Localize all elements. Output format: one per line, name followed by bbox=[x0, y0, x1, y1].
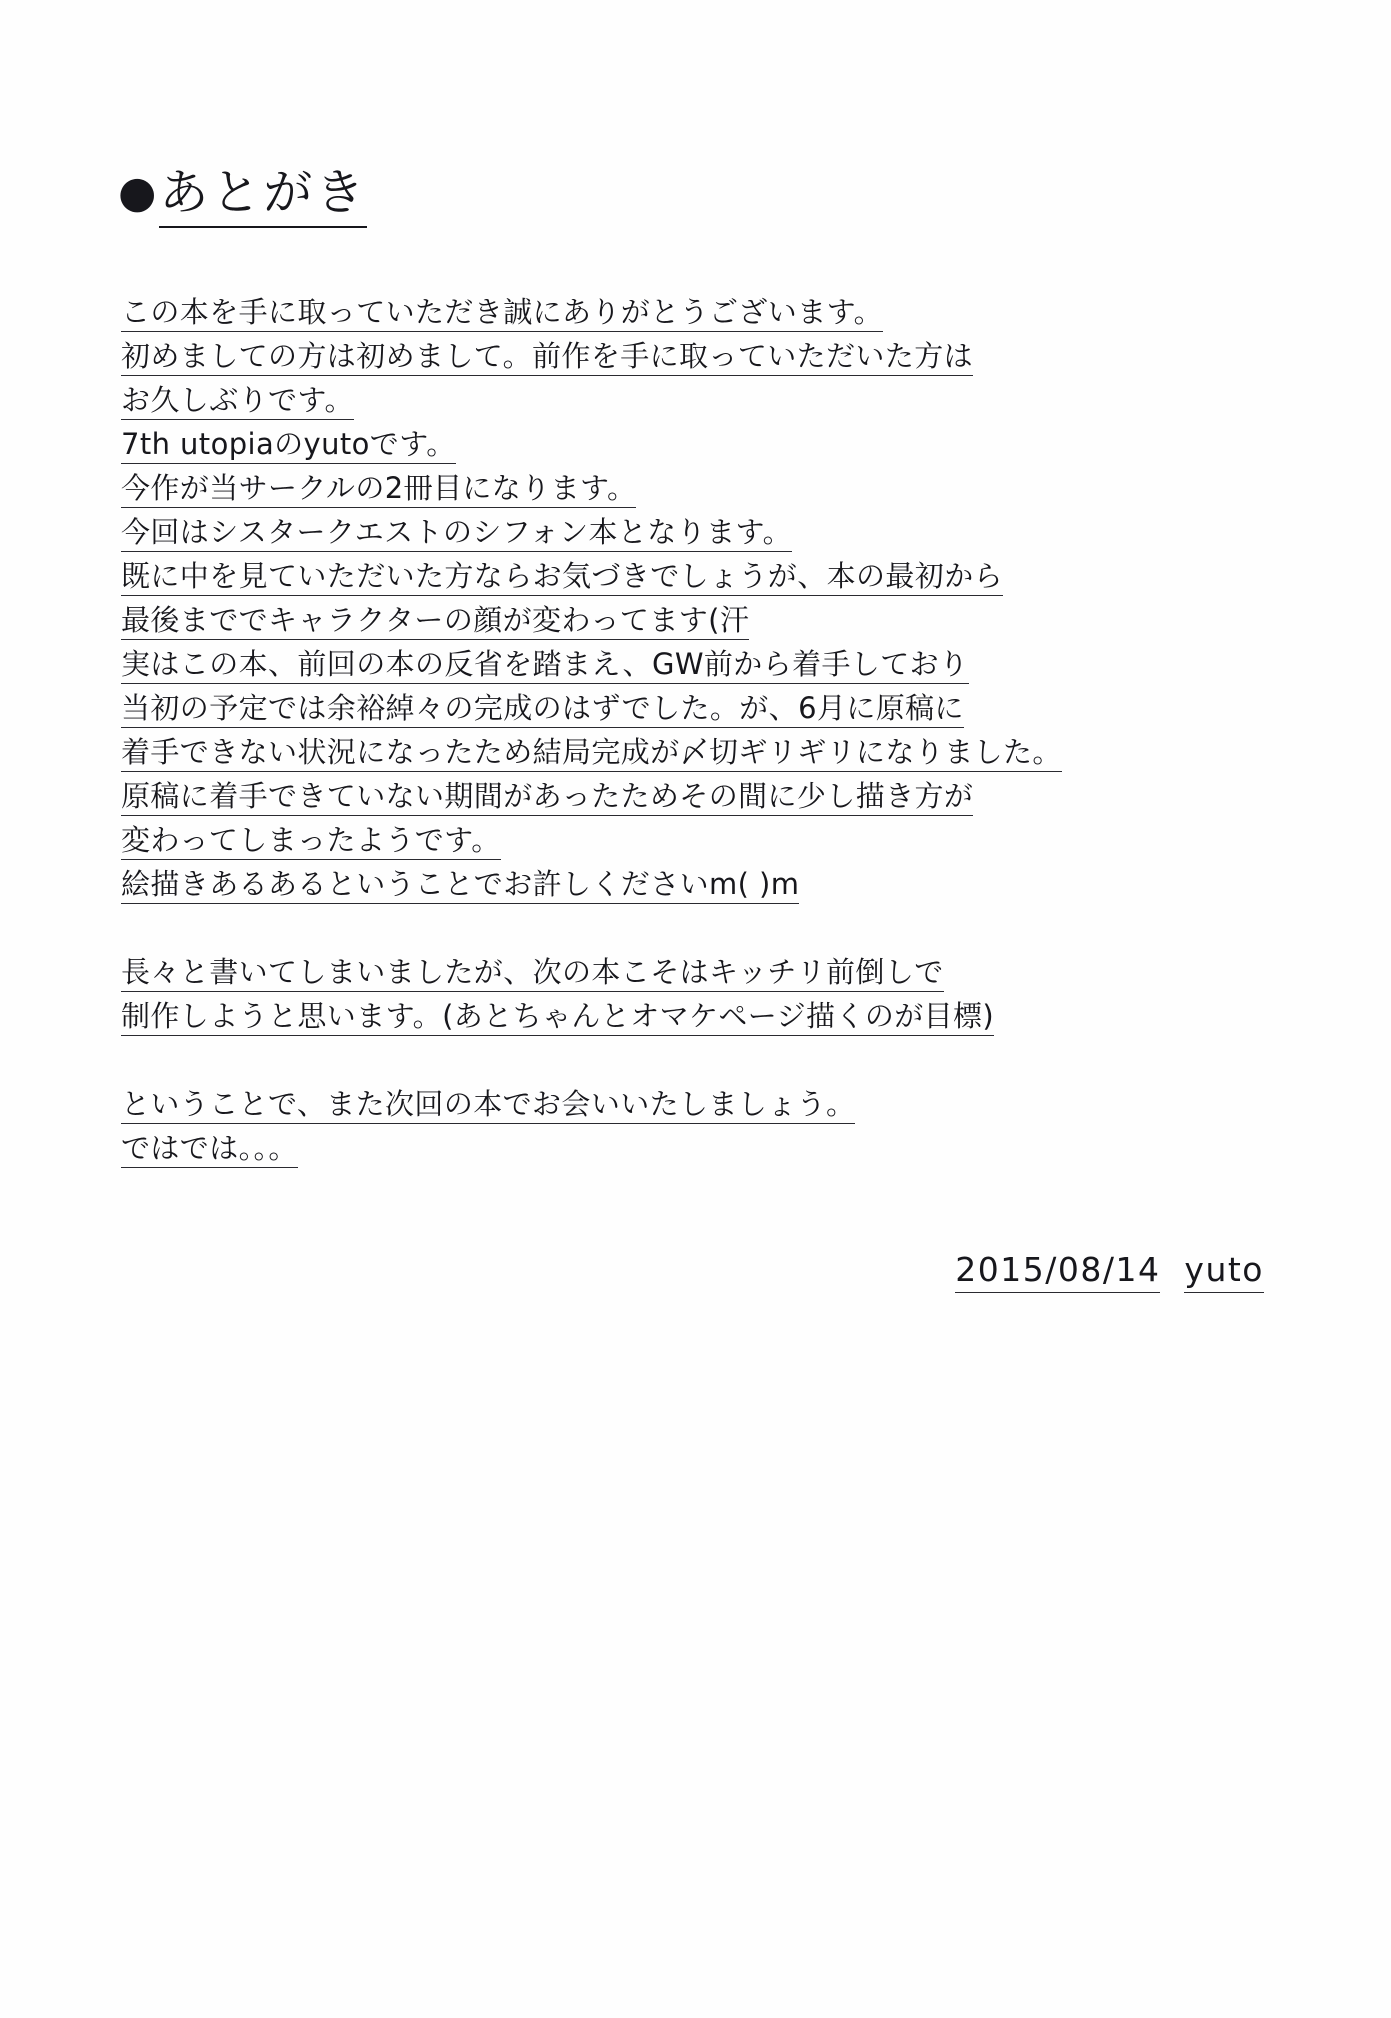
afterword-line bbox=[121, 994, 1261, 1038]
afterword-line-text: 当初の予定では余裕綽々の完成のはずでした。が、6月に原稿に bbox=[121, 691, 964, 728]
afterword-line-text: 最後まででキャラクターの顔が変わってます(汗 bbox=[121, 603, 749, 640]
afterword-line-text: ではでは。。。 bbox=[121, 1131, 298, 1168]
signature bbox=[955, 1250, 1264, 1289]
afterword-line bbox=[121, 642, 1261, 686]
afterword-line-text: 原稿に着手できていない期間があったためその間に少し描き方が bbox=[121, 779, 973, 816]
afterword-line bbox=[121, 510, 1261, 554]
afterword-line bbox=[121, 334, 1261, 378]
afterword-line-text: 既に中を見ていただいた方ならお気づきでしょうが、本の最初から bbox=[121, 559, 1003, 596]
afterword-line-text: 長々と書いてしまいましたが、次の本こそはキッチリ前倒しで bbox=[121, 955, 944, 992]
afterword-line bbox=[121, 686, 1261, 730]
afterword-line bbox=[121, 774, 1261, 818]
afterword-line bbox=[121, 1126, 1261, 1170]
afterword-line-text: 初めましての方は初めまして。前作を手に取っていただいた方は bbox=[121, 339, 973, 376]
afterword-line bbox=[121, 818, 1261, 862]
afterword-line bbox=[121, 378, 1261, 422]
afterword-line-text: 今作が当サークルの2冊目になります。 bbox=[121, 471, 636, 508]
afterword-line-text: 今回はシスタークエストのシフォン本となります。 bbox=[121, 515, 792, 552]
afterword-line-text: お久しぶりです。 bbox=[121, 383, 354, 420]
afterword-line bbox=[121, 862, 1261, 906]
afterword-line bbox=[121, 598, 1261, 642]
afterword-line bbox=[121, 554, 1261, 598]
afterword-line bbox=[121, 422, 1261, 466]
afterword-line-text: 絵描きあるあるということでお許しくださいm( )m bbox=[121, 867, 799, 904]
signature-author: yuto bbox=[1184, 1250, 1264, 1293]
afterword-line bbox=[121, 730, 1261, 774]
afterword-line-text: 実はこの本、前回の本の反省を踏まえ、GW前から着手しており bbox=[121, 647, 969, 684]
page-title-text: あとがき bbox=[159, 164, 367, 228]
afterword-line bbox=[121, 290, 1261, 334]
afterword-line-text: 変わってしまったようです。 bbox=[121, 823, 501, 860]
afterword-line-text: 制作しようと思います。(あとちゃんとオマケページ描くのが目標) bbox=[121, 999, 994, 1036]
page-title bbox=[118, 164, 368, 221]
afterword-body bbox=[121, 290, 1261, 1170]
afterword-line-text: この本を手に取っていただき誠にありがとうございます。 bbox=[121, 295, 883, 332]
afterword-line bbox=[121, 1082, 1261, 1126]
afterword-line bbox=[121, 950, 1261, 994]
bullet-icon: ● bbox=[118, 167, 160, 218]
afterword-line-blank bbox=[121, 906, 1261, 950]
afterword-line-text: ということで、また次回の本でお会いいたしましょう。 bbox=[121, 1087, 855, 1124]
afterword-line-text: 7th utopiaのyutoです。 bbox=[121, 427, 456, 464]
afterword-line-text: 着手できない状況になったため結局完成が〆切ギリギリになりました。 bbox=[121, 735, 1062, 772]
afterword-line-blank bbox=[121, 1038, 1261, 1082]
afterword-line bbox=[121, 466, 1261, 510]
signature-date: 2015/08/14 bbox=[955, 1250, 1160, 1293]
